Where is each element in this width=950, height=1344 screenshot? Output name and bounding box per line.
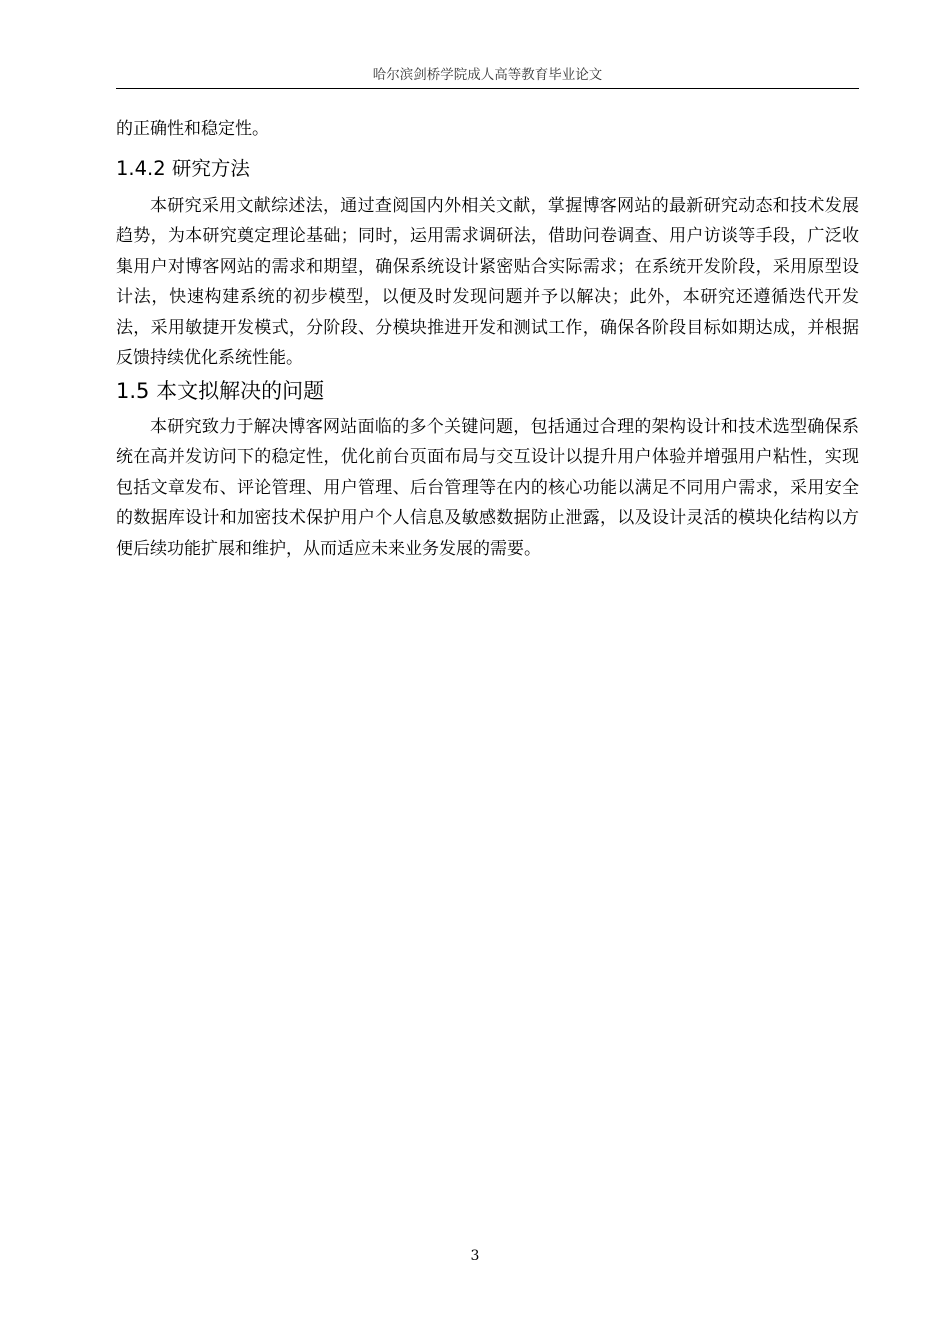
page-number: 3 bbox=[470, 1248, 480, 1264]
problems-paragraph: 本研究致力于解决博客网站面临的多个关键问题，包括通过合理的架构设计和技术选型确保系统在高并发访问下的稳定性，优化前台页面布局与交互设计以提升用户体验并增强用户粘性，实现包括文章发布、评论管理、用户管理、后台管理等在内的核心功能以满足不同用户需求，采用安全的数据库设计和加密技术保护用户个人信息及敏感数据防止泄露，以及设计灵活的模块化结构以方便后续功能扩展和维护，从而适应未来业务发展的需要。 bbox=[116, 416, 859, 559]
continuation-paragraph: 的正确性和稳定性。 bbox=[116, 119, 269, 139]
page-footer bbox=[0, 1248, 950, 1264]
page-header bbox=[116, 64, 859, 89]
page-content bbox=[116, 114, 859, 564]
header-title: 哈尔滨剑桥学院成人高等教育毕业论文 bbox=[372, 67, 603, 83]
section-heading-1-4-2: 1.4.2 研究方法 bbox=[116, 156, 250, 180]
section-heading-1-5: 1.5 本文拟解决的问题 bbox=[116, 378, 325, 403]
research-methods-paragraph: 本研究采用文献综述法，通过查阅国内外相关文献，掌握博客网站的最新研究动态和技术发展趋势，为本研究奠定理论基础；同时，运用需求调研法，借助问卷调查、用户访谈等手段，广泛收集用户对博客网站的需求和期望，确保系统设计紧密贴合实际需求；在系统开发阶段，采用原型设计法，快速构建系统的初步模型，以便及时发现问题并予以解决；此外，本研究还遵循迭代开发法，采用敏捷开发模式，分阶段、分模块推进开发和测试工作，确保各阶段目标如期达成，并根据反馈持续优化系统性能。 bbox=[116, 195, 859, 368]
